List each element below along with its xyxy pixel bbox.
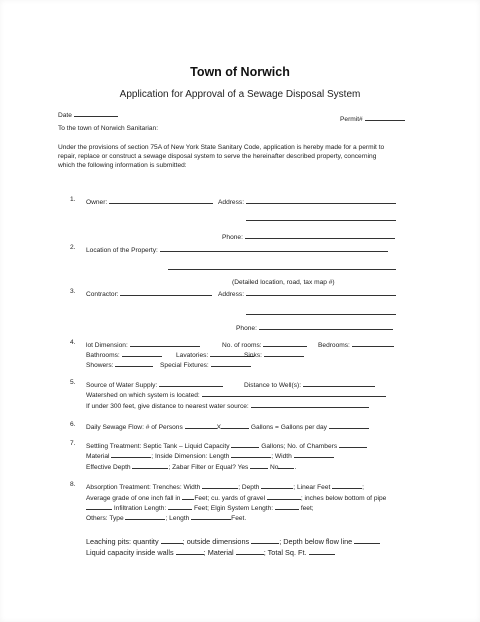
zabar-no-label: No xyxy=(270,464,279,471)
item-5-number: 5. xyxy=(70,379,76,386)
form-subtitle: Application for Approval of a Sewage Disposal System xyxy=(119,89,361,100)
inside-width-input[interactable] xyxy=(294,451,334,458)
owner-input[interactable] xyxy=(109,197,213,204)
trench-width-input[interactable] xyxy=(202,482,238,489)
sinks-input[interactable] xyxy=(264,350,304,357)
contractor-label: Contractor: xyxy=(86,291,119,298)
location-field xyxy=(86,245,388,255)
bedrooms-input[interactable] xyxy=(352,340,394,347)
linear-feet-label: ; Linear Feet xyxy=(293,484,331,491)
contractor-address-label: Address: xyxy=(218,291,245,298)
bedrooms-field xyxy=(318,340,394,350)
pit-material-label: ; Material xyxy=(203,548,234,557)
septic-capacity-input[interactable] xyxy=(231,441,259,448)
special-fixtures-input[interactable] xyxy=(211,360,251,367)
nearest-water-label: If under 300 feet, give distance to nearest water source: xyxy=(86,403,249,410)
infiltration-label: Infiltration Length: xyxy=(113,505,167,512)
showers-input[interactable] xyxy=(115,360,153,367)
permit-input[interactable] xyxy=(365,114,405,121)
grade-field xyxy=(86,493,386,503)
item-1-number: 1. xyxy=(70,196,76,203)
water-source-field xyxy=(86,380,223,390)
owner-phone-input[interactable] xyxy=(245,232,395,239)
liquid-capacity-field xyxy=(86,548,335,556)
sinks-field xyxy=(244,350,304,360)
lot-dimension-label: lot Dimension: xyxy=(86,342,128,349)
linear-feet-input[interactable] xyxy=(332,482,362,489)
date-input[interactable] xyxy=(74,110,118,117)
contractor-address-input[interactable] xyxy=(246,289,396,296)
item-2-number: 2. xyxy=(70,244,76,251)
owner-address-input[interactable] xyxy=(246,197,396,204)
showers-label: Showers: xyxy=(86,362,114,369)
lavatories-field xyxy=(176,350,254,360)
location-label: Location of the Property: xyxy=(86,247,158,254)
lot-dimension-field xyxy=(86,340,200,350)
elgin-feet-label: feet; xyxy=(300,505,314,512)
contractor-field xyxy=(86,289,212,299)
contractor-address-line-2[interactable] xyxy=(246,314,396,315)
sinks-label: Sinks: xyxy=(244,352,262,359)
septic-capacity-label: Settling Treatment: Septic Tank – Liquid Capacity xyxy=(86,443,230,450)
pit-material-input[interactable] xyxy=(236,548,264,555)
date-field xyxy=(58,110,118,120)
elgin-label: Feet; Elgin System Length: xyxy=(193,505,274,512)
chambers-input[interactable] xyxy=(339,441,367,448)
tank-material-field xyxy=(86,451,334,461)
grade-input[interactable] xyxy=(182,493,194,500)
owner-address-field xyxy=(218,197,396,207)
showers-field xyxy=(86,360,153,370)
pits-quantity-label: Leaching pits: quantity xyxy=(86,537,159,546)
chambers-label: Gallons; No. of Chambers xyxy=(261,443,338,450)
watershed-input[interactable] xyxy=(202,390,386,397)
item-8-number: 8. xyxy=(70,481,76,488)
contractor-phone-label: Phone: xyxy=(236,325,257,332)
gravel-input[interactable] xyxy=(267,493,301,500)
persons-label: Daily Sewage Flow: # of Persons xyxy=(86,424,183,431)
tank-material-label: Material xyxy=(86,453,110,460)
gallons-input[interactable] xyxy=(221,422,249,429)
owner-address-label: Address: xyxy=(218,199,245,206)
location-input[interactable] xyxy=(160,245,388,252)
nearest-water-field xyxy=(86,401,369,411)
leaching-pits-field xyxy=(86,537,380,545)
gallons-per-day-input[interactable] xyxy=(329,422,369,429)
page-title: Town of Norwich xyxy=(190,65,290,79)
effective-depth-input[interactable] xyxy=(132,462,168,469)
trenches-field: Absorption Treatment: Trenches: Width ; Depth ; Linear Feet ; xyxy=(86,484,365,491)
grade-label: Average grade of one inch fall in xyxy=(86,495,181,502)
well-distance-field xyxy=(244,380,375,390)
contractor-phone-field xyxy=(236,323,393,333)
rooms-field xyxy=(222,340,307,350)
persons-input[interactable] xyxy=(185,422,217,429)
special-fixtures-label: Special Fixtures: xyxy=(160,362,209,369)
pits-quantity-input[interactable] xyxy=(161,537,183,544)
liquid-capacity-label: Liquid capacity inside walls xyxy=(86,548,174,557)
item-3-number: 3. xyxy=(70,288,76,295)
gallons-per-day-label: Gallons = Gallons per day xyxy=(250,424,327,431)
location-note: (Detailed location, road, tax map #) xyxy=(232,279,335,286)
item-4-number: 4. xyxy=(70,339,76,346)
inside-length-label: ; Inside Dimension: Length xyxy=(151,453,230,460)
others-type-label: Others: Type xyxy=(86,515,124,522)
rooms-label: No. of rooms: xyxy=(222,342,262,349)
owner-label: Owner: xyxy=(86,199,108,206)
others-length-input[interactable] xyxy=(191,513,231,520)
nearest-water-input[interactable] xyxy=(251,401,369,408)
zabar-label: ; Zabar Filter or Equal? Yes xyxy=(168,464,249,471)
zabar-no-input[interactable] xyxy=(278,462,294,469)
pits-dimensions-label: ; outside dimensions xyxy=(182,537,250,546)
others-field xyxy=(86,513,246,523)
intro-line-2: repair, replace or construct a sewage disposal system to serve the hereinafter described property, concerning xyxy=(58,153,377,160)
addressee-line: To the town of Norwich Sanitarian: xyxy=(58,125,159,132)
others-length-label: ; Length xyxy=(165,515,190,522)
contractor-input[interactable] xyxy=(120,289,212,296)
item-7-number: 7. xyxy=(70,440,76,447)
others-feet-label: Feet. xyxy=(231,515,247,522)
gravel-label: Feet; cu. yards of gravel xyxy=(194,495,266,502)
lavatories-label: Lavatories: xyxy=(176,352,209,359)
contractor-phone-input[interactable] xyxy=(259,323,393,330)
special-fixtures-field xyxy=(160,360,251,370)
bedrooms-label: Bedrooms: xyxy=(318,342,350,349)
effective-depth-label: Effective Depth xyxy=(86,464,131,471)
tank-material-input[interactable] xyxy=(111,451,151,458)
owner-address-line-2[interactable] xyxy=(246,220,396,221)
trench-depth-input[interactable] xyxy=(261,482,293,489)
pits-dimensions-input[interactable] xyxy=(251,537,279,544)
bathrooms-field xyxy=(86,350,162,360)
water-source-label: Source of Water Supply: xyxy=(86,382,158,389)
inside-width-label: ; Width xyxy=(271,453,292,460)
location-line-2[interactable] xyxy=(168,269,396,270)
infiltration-input[interactable] xyxy=(168,503,192,510)
permit-label: Permit# xyxy=(340,116,363,123)
elgin-input[interactable] xyxy=(275,503,299,510)
daily-flow-field xyxy=(86,422,369,432)
pits-depth-label: ; Depth below flow line xyxy=(279,537,353,546)
well-distance-input[interactable] xyxy=(303,380,375,387)
total-sqft-label: ; Total Sq. Ft. xyxy=(263,548,307,557)
lot-dimension-input[interactable] xyxy=(130,340,200,347)
rooms-input[interactable] xyxy=(263,340,307,347)
liquid-capacity-input[interactable] xyxy=(176,548,204,555)
infiltration-prefix-input[interactable] xyxy=(86,503,112,510)
water-source-input[interactable] xyxy=(159,380,223,387)
well-distance-label: Distance to Well(s): xyxy=(244,382,302,389)
permit-field xyxy=(340,114,405,124)
bathrooms-label: Bathrooms: xyxy=(86,352,120,359)
trench-width-label: Absorption Treatment: Trenches: Width xyxy=(86,484,201,491)
owner-phone-label: Phone: xyxy=(222,234,243,241)
owner-field xyxy=(86,197,213,207)
times-sign: X xyxy=(216,424,222,431)
trench-depth-label: ; Depth xyxy=(238,484,260,491)
contractor-address-field xyxy=(218,289,396,299)
owner-phone-field xyxy=(222,232,395,242)
watershed-label: Watershed on which system is located: xyxy=(86,392,200,399)
intro-line-1: Under the provisions of section 75A of New York State Sanitary Code, application is hereby made for a permit to xyxy=(58,144,385,151)
intro-line-3: which the following information is submitted: xyxy=(58,162,187,169)
watershed-field xyxy=(86,390,386,400)
settling-field xyxy=(86,441,367,451)
pits-depth-input[interactable] xyxy=(354,537,380,544)
zabar-yes-input[interactable] xyxy=(250,462,268,469)
item-6-number: 6. xyxy=(70,421,76,428)
infiltration-field xyxy=(86,503,314,513)
effective-depth-field: Effective Depth ; Zabar Filter or Equal? Yes No . xyxy=(86,464,297,471)
total-sqft-input[interactable] xyxy=(309,548,335,555)
inches-below-label: ; inches below bottom of pipe xyxy=(300,495,387,502)
inside-length-input[interactable] xyxy=(231,451,271,458)
bathrooms-input[interactable] xyxy=(122,350,162,357)
others-type-input[interactable] xyxy=(125,513,165,520)
date-label: Date xyxy=(58,112,72,119)
